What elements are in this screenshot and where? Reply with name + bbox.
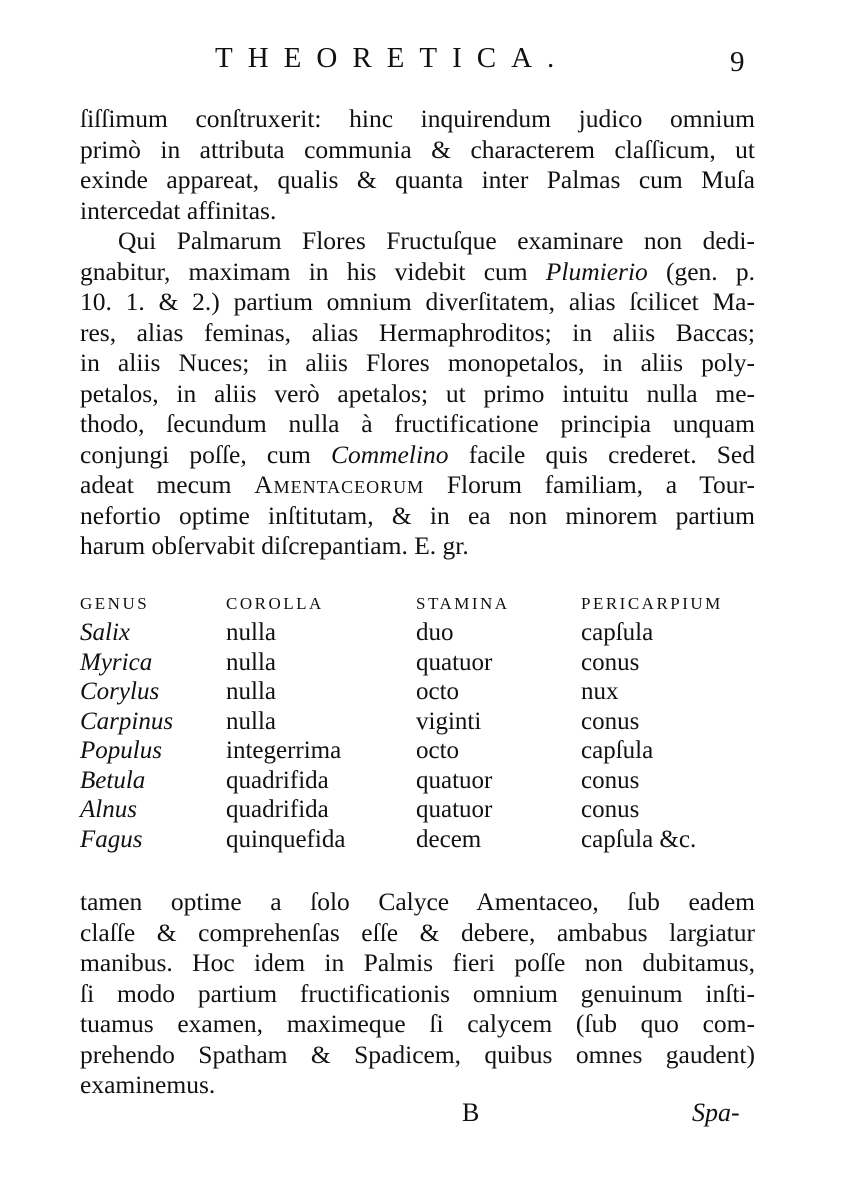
genus-cell: Populus <box>80 737 162 764</box>
genus-cell: Alnus <box>80 796 137 823</box>
stamina-cell: quatuor <box>416 766 493 794</box>
text-run: Florum familiam, a Tour- <box>424 470 755 499</box>
text-line: thodo, ſecundum nulla à fructificatione principia unquam <box>80 409 755 438</box>
genus-cell: Fagus <box>80 825 143 853</box>
pericarpium-cell: conus <box>581 707 640 735</box>
paragraph-1 <box>80 104 755 226</box>
pericarpium-cell: capſula &c. <box>581 825 697 853</box>
page-number: 9 <box>730 46 745 78</box>
text-line: nefortio optime inſtitutam, & in ea non minorem partium <box>80 500 755 530</box>
stamina-cell: quatuor <box>416 648 493 676</box>
pericarpium-cell: capſula <box>581 737 654 764</box>
table-row <box>80 707 761 737</box>
corolla-cell: nulla <box>226 707 276 735</box>
family-name-amentaceorum: Amentaceorum <box>254 470 425 499</box>
text-line: intercedat affinitas. <box>80 195 277 225</box>
signature-mark: B <box>462 1098 480 1127</box>
paragraph-2 <box>80 226 755 562</box>
genus-table <box>80 590 761 854</box>
text-line: ſi modo partium fructificationis omnium genuinum inſti- <box>80 978 755 1008</box>
text-line: examinemus. <box>80 1070 216 1099</box>
text-run: gnabitur, maximam in his videbit cum <box>80 256 546 286</box>
text-line: in aliis Nuces; in aliis Flores monopetalos, in aliis poly- <box>80 348 755 377</box>
text-line: claſſe & comprehenſas eſſe & debere, ambabus largiatur <box>80 917 755 947</box>
pericarpium-cell: capſula <box>581 619 654 646</box>
text-line: primò in attributa communia & characterem claſſicum, ut <box>80 134 755 164</box>
column-header-stamina: STAMINA <box>416 594 510 613</box>
running-title: THEORETICA. <box>215 42 570 74</box>
paragraph-3 <box>80 887 755 1101</box>
text-line: ſiſſimum conſtruxerit: hinc inquirendum judico omnium <box>80 104 755 133</box>
text-line: Qui Palmarum Flores Fructuſque examinare non dedi- <box>118 226 755 255</box>
author-name-plumierio: Plumierio <box>545 256 648 286</box>
text-line: 10. 1. & 2.) partium omnium diverſitatem, alias ſcilicet Ma- <box>80 287 755 316</box>
stamina-cell: quatuor <box>416 796 493 823</box>
catchword: Spa- <box>692 1098 740 1127</box>
genus-cell: Corylus <box>80 678 160 705</box>
text-run: conjungi poſſe, cum <box>80 439 331 469</box>
pericarpium-cell: conus <box>581 766 640 794</box>
text-line: tuamus examen, maximeque ſi calycem (ſub quo com- <box>80 1009 755 1038</box>
corolla-cell: quinquefida <box>226 825 346 853</box>
text-line: manibus. Hoc idem in Palmis fieri poſſe non dubitamus, <box>80 948 755 977</box>
corolla-cell: nulla <box>226 678 276 705</box>
table-row <box>80 795 761 825</box>
table-row <box>80 825 761 855</box>
text-line <box>80 257 755 288</box>
stamina-cell: octo <box>416 678 460 705</box>
text-line: res, alias feminas, alias Hermaphroditos; in aliis Baccas; <box>80 317 755 347</box>
text-run: (gen. p. <box>647 256 755 286</box>
table-row <box>80 736 761 766</box>
column-header-pericarpium: PERICARPIUM <box>581 594 723 613</box>
table-row <box>80 618 761 648</box>
column-header-genus: GENUS <box>80 594 150 613</box>
text-line: petalos, in aliis verò apetalos; ut primo intuitu nulla me- <box>80 378 755 408</box>
table-row <box>80 766 761 796</box>
corolla-cell: integerrima <box>226 737 342 764</box>
text-line: prehendo Spatham & Spadicem, quibus omnes gaudent) <box>80 1039 755 1069</box>
text-run: adeat mecum <box>80 470 255 499</box>
genus-cell: Betula <box>80 766 146 794</box>
stamina-cell: decem <box>416 825 482 853</box>
stamina-cell: viginti <box>416 707 482 735</box>
pericarpium-cell: nux <box>581 678 619 705</box>
text-line <box>80 470 755 501</box>
genus-cell: Myrica <box>80 648 153 676</box>
corolla-cell: nulla <box>226 648 276 676</box>
table-header-row <box>80 590 761 618</box>
column-header-corolla: COROLLA <box>226 594 324 613</box>
stamina-cell: duo <box>416 619 454 646</box>
running-head <box>0 42 846 82</box>
text-line: harum obſervabit diſcrepantiam. E. gr. <box>80 531 469 560</box>
genus-cell: Salix <box>80 619 130 646</box>
author-name-commelino: Commelino <box>330 439 449 469</box>
corolla-cell: quadrifida <box>226 766 329 794</box>
table-row <box>80 677 761 707</box>
pericarpium-cell: conus <box>581 796 640 823</box>
corolla-cell: nulla <box>226 619 276 646</box>
text-run: facile quis crederet. Sed <box>448 439 755 469</box>
text-line: exinde appareat, qualis & quanta inter Palmas cum Muſa <box>80 165 755 194</box>
text-line <box>80 440 755 471</box>
pericarpium-cell: conus <box>581 648 640 676</box>
stamina-cell: octo <box>416 737 460 764</box>
text-line: tamen optime a ſolo Calyce Amentaceo, ſub eadem <box>80 887 755 916</box>
corolla-cell: quadrifida <box>226 796 329 823</box>
genus-cell: Carpinus <box>80 707 174 735</box>
table-row <box>80 648 761 678</box>
